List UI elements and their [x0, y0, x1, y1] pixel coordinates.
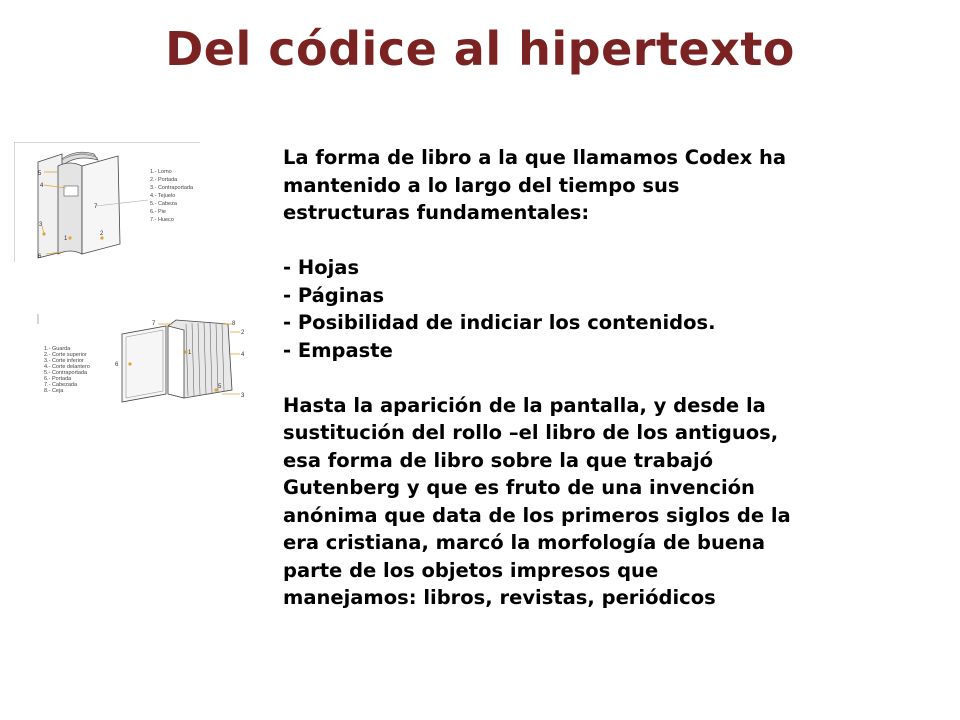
intro-line: mantenido a lo largo del tiempo sus [283, 173, 680, 197]
closed-marker: 2 [100, 231, 104, 237]
intro-line: estructuras fundamentales: [283, 201, 590, 224]
open-marker: 8 [232, 321, 236, 327]
body-line: Hasta la aparición de la pantalla, y desde la [283, 393, 766, 417]
bullet-item: - Páginas [283, 283, 385, 307]
legend-item: 7.- Cabezada [44, 382, 78, 388]
legend-item: 4.- Corte delantero [44, 364, 90, 370]
slide-body [283, 144, 903, 612]
closed-book-diagram [14, 142, 204, 266]
closed-book-legend [150, 169, 194, 223]
closed-marker: 3 [39, 222, 43, 228]
open-marker: 5 [218, 384, 222, 390]
open-marker: 3 [241, 393, 245, 399]
slide-title: Del códice al hipertexto [165, 22, 795, 76]
closed-marker: 4 [40, 183, 44, 189]
open-marker: 7 [152, 321, 156, 327]
legend-item: 8.- Ceja [44, 388, 64, 394]
closed-marker: 5 [38, 171, 42, 177]
closed-marker: 1 [64, 236, 68, 242]
legend-item: 6.- Pie [150, 209, 166, 215]
bullet-item: - Hojas [283, 256, 360, 279]
bullet-item: - Posibilidad de indiciar los contenidos. [283, 311, 716, 334]
open-book-legend [44, 346, 90, 394]
legend-item: 3.- Contraportada [150, 185, 194, 191]
closed-marker: 7 [94, 204, 98, 210]
body-line: manejamos: libros, revistas, periódicos [283, 586, 716, 609]
body-line: era cristiana, marcó la morfología de buena [283, 531, 766, 554]
open-book-diagram [36, 312, 254, 408]
body-line: anónima que data de los primeros siglos de la [283, 503, 791, 527]
body-line: parte de los objetos impresos que [283, 558, 659, 582]
legend-item: 5.- Contraportada [44, 370, 88, 376]
legend-item: 2.- Corte superior [44, 352, 87, 358]
intro-line: La forma de libro a la que llamamos Codex ha [283, 146, 787, 169]
bullet-item: - Empaste [283, 338, 393, 362]
legend-item: 2.- Portada [150, 177, 178, 183]
legend-item: 3.- Corte inferior [44, 358, 84, 364]
spacer [283, 227, 903, 255]
body-line: esa forma de libro sobre la que trabajó [283, 448, 714, 472]
legend-item: 6.- Portada [44, 376, 72, 382]
closed-marker: 6 [38, 254, 42, 260]
open-marker: 4 [241, 352, 245, 358]
spacer [283, 364, 903, 392]
body-line: sustitución del rollo –el libro de los antiguos, [283, 421, 779, 444]
legend-item: 4.- Tejuelo [150, 193, 176, 199]
legend-item: 1.- Guarda [44, 346, 71, 352]
legend-item: 5.- Cabeza [150, 201, 177, 207]
open-marker: 1 [188, 350, 192, 356]
legend-item: 7.- Hueco [150, 217, 174, 223]
body-line: Gutenberg y que es fruto de una invención [283, 476, 755, 499]
open-marker: 6 [115, 362, 119, 368]
legend-item: 1.- Lomo [150, 169, 172, 175]
open-marker: 2 [241, 330, 245, 336]
